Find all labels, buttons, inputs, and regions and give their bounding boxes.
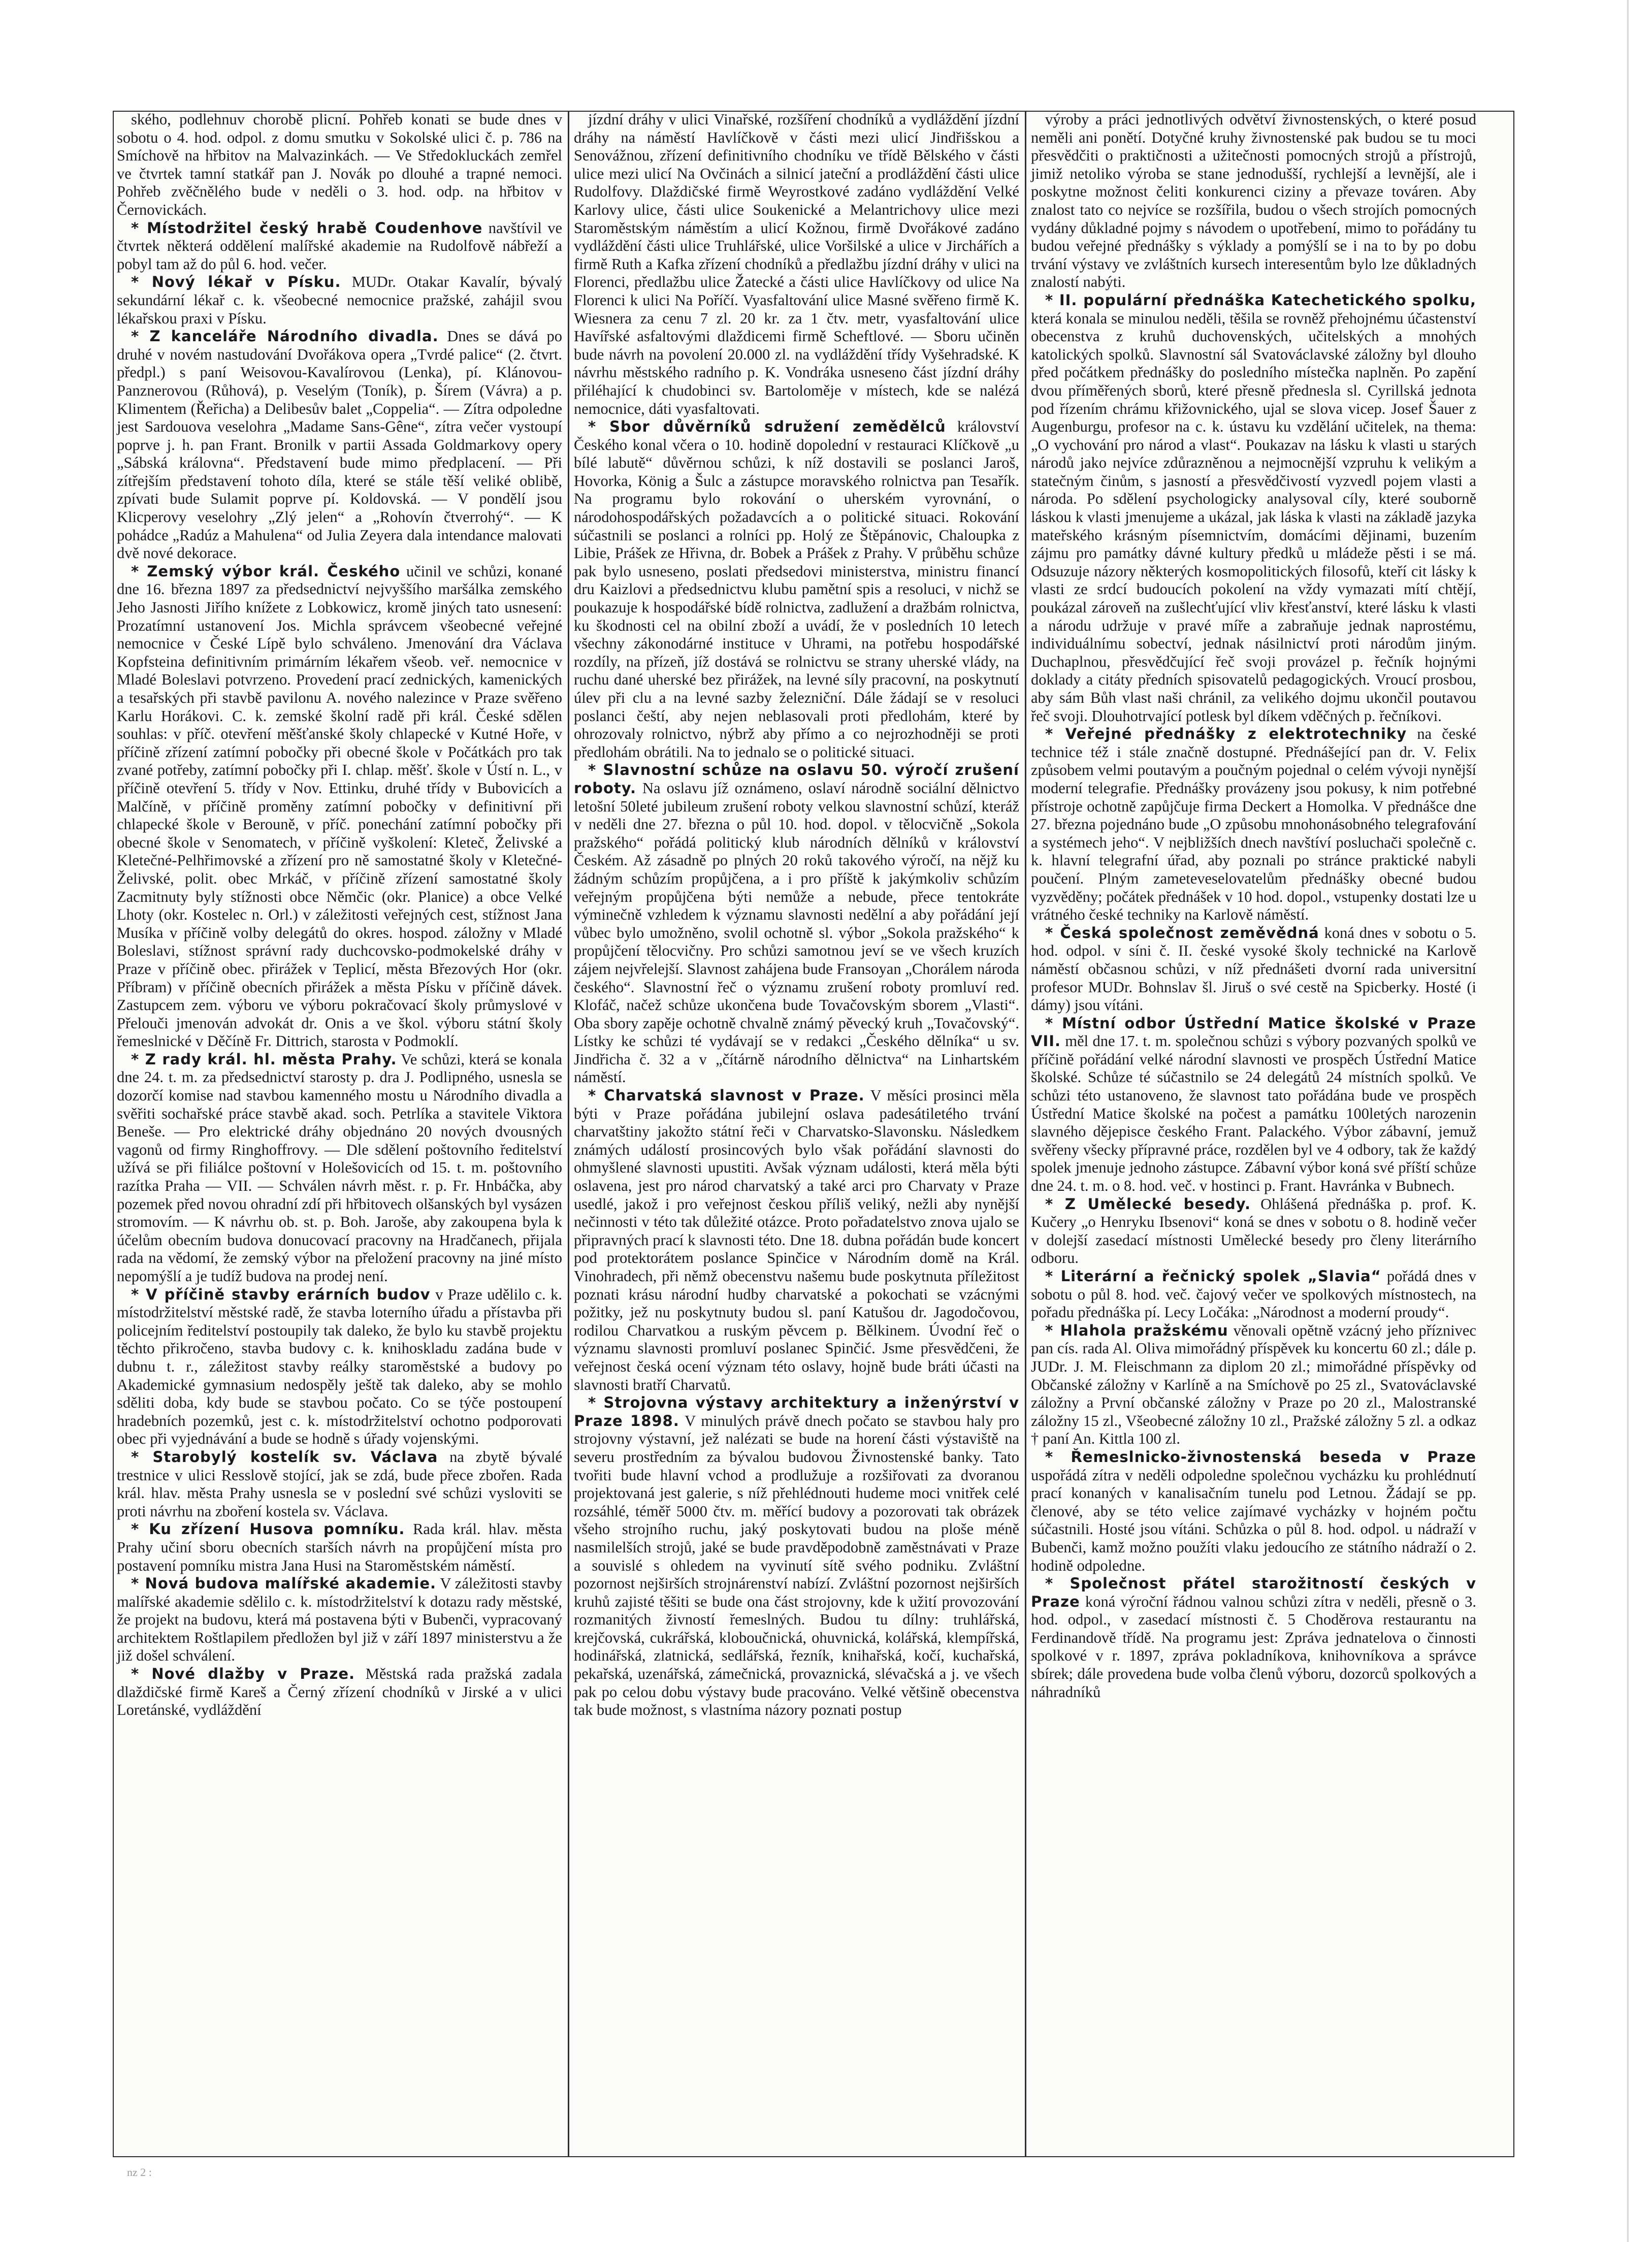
article [117,1520,562,1575]
article-heading: * Nový lékař v Písku. [131,273,341,291]
article [1031,1322,1476,1448]
article-text: V měsíci prosinci měla býti v Praze pořádána jubilejní oslava padesátiletého trvání charvatštiny jakožto státní řeči v Charvatsko-Slavonsku. Následkem známých událostí prosincových bylo však pořádání slavnosti do ohmyšlené slavnosti upustiti. Avšak význam události, která měla býti oslavena, jest pro národ charvatský a také arci pro Charvaty v Praze usedlé, jakož i pro veřejnost českou příliš veliký, nežli aby nynější nečinnosti v této tak důležité otázce. Proto pořadatelstvo znova ujalo se připravných prací k slavnosti této. Dne 18. dubna pořádán bude koncert pod protektorátem poslance Spinčice v Národním domě na Král. Vinohradech, při němž obecenstvu našemu bude poskytnuta příležitost poznati krásu národní hudby charvatské a pokochati se vzácnými požitky, jež nu poskytnuty budou sl. paní Katušou dr. Jagodočovou, rodilou Charvatkou a ruským pěvcem p. Bělkinem. Úvodní řeč o významu slavnosti promluví poslanec Spinčić. Jsme přesvědčeni, že veřejnost česká ocení význam této oslavy, hojně bude bráti účasti na slavnosti bratří Charvatů. [574,1087,1019,1393]
article-text: která konala se minulou neděli, těšila se rovněž přehojnému účastenství obecenstva z kruhů duchovenských, učitelských a mnohých katolických spolků. Slavnostní sál Svatováclavské záložny byl dlouho před počátkem přednášky do posledního místečka naplněn. Po zapění dvou příměřených sborů, které přesně přednesla sl. Cyrillská jednota pod řízením chrámu křižovnického, ujal se slova vicep. Josef Šauer z Augenburgu, profesor na c. k. ústavu ku vzdělání učitelek, na thema: „O vychování pro národ a vlast“. Poukazav na lásku k vlasti u starých národů jako nejvíce zdůrazněnou a nejmocnější vzpruhu k velikým a statečným činům, s jasností a přesvědčivostí vyzvedl pojem vlasti a národa. Po sdělení psychologicky analysoval cíly, které souborně láskou k vlasti jmenujeme a ukázal, jak láska k vlasti na základě jazyka mateřského krásným písemnictvím, domácími dějinami, buzením zájmu pro památky dávné kultury předků u mládeže pěsti i se má. Odsuzuje názory některých kosmopolitických filosofů, kteří cit lásky k vlasti ze srdcí budoucích pokolení na vždy vymazati mítí chtějí, poukázal zároveň na zušlechťující vliv křesťanství, které lásku k vlasti a národu udržuje v pravé míře a zabraňuje jednak naprostému, individuálnímu sobectví, jednak násilnictví proti národům jiným. Duchaplnou, přesvědčující řeč svoji provázel p. řečník hojnými doklady a citáty předních spisovatelů pedagogických. Vroucí prosbou, aby sám Bůh vlast naši chránil, za velikého dojmu ukončil poutavou řeč svoji. Dlouhotrvající potlesk byl díkem vděčných p. řečníkovi. [1031,309,1476,725]
article-heading: * Z kanceláře Národního divadla. [131,328,439,345]
article-heading: * Literární a řečnický spolek „Slavia“ [1045,1268,1381,1285]
article-heading: * Nové dlažby v Praze. [131,1665,355,1683]
article-text: pořádá dnes v sobotu o půl 8. hod. več. čajový večer ve spolkových místnostech, na pořadu přednáška pí. Lecy Ločáka: „Národnost a moderní proudy“. [1031,1268,1477,1321]
article-text: na zbytě bývalé trestnice v ulici Resslově stojící, jak se zdá, bude přece zbořen. Rada král. hlav. města Prahy usnesla se v poslední své schůzi vysloviti se proti návrhu na zboření kostela sv. Václava. [117,1448,563,1520]
article-heading: * Místní odbor Ústřední Matice školské v Praze VII. [1031,1014,1476,1050]
article [1031,1575,1476,1701]
article-heading: * Veřejné přednášky z elektrotechniky [1045,725,1407,743]
article [117,1575,562,1665]
article [117,328,562,563]
article [117,1286,562,1448]
article-text: ského, podlehnuv chorobě plicní. Pohřeb konati se bude dnes v sobotu o 4. hod. odpol. z domu smutku v Sokolské ulici č. p. 786 na Smíchově na hřbitov na Malvazinkách. — Ve Středokluckách zemřel ve čtvrtek tamní statkář pan J. Novák po dlouhé a trapné nemoci. Pohřeb zvěčnělého bude v neděli o 3. hod. odp. na hřbitov v Černovickách. [117,111,562,218]
article [1031,111,1476,291]
article-text: uspořádá zítra v neděli odpoledne společnou vycházku ku prohlédnutí prací konaných v kanalisačním tunelu pod Letnou. Žádají se pp. členové, aby se této velice zajímavé vycházky v hojném počtu súčastnili. Hosté jsou vítáni. Schůzka o půl 8. hod. odpol. u nádraží v Bubenči, kamž možno použíti vlaku jedoucího ze státního nádraží o 2. hodině odpoledne. [1031,1466,1476,1574]
article-text: V minulých právě dnech počato se stavbou haly pro strojovny výstavní, jež nalézati se bude na horení části výstaviště na severu prostředním za bývalou budovou Živnostenské banky. Tato tvořiti bude hlavní vchod a prodlužuje a rozšiřovati za dvoranou projektovaná jest galerie, s níž přehlédnouti hudeme moci vnitřek celé rozsáhlé, téměř 5000 čtv. m. měřící budovy a pozorovati tak obrázek všeho strojního ruchu, jaký poskytovati budou na ploše méně nasmilelších strojů, jaké se bude pravděpodobně zaměstnávati v Praze a souvislé s ohledem na vyvinutí sítě svého podniku. Zvláštní pozornost nejširších strojnárenství nabízí. Zvláštní pozornost nejširších kruhů zajisté těšiti se bude ona část strojovny, kde k užití provozování rozmanitých živností řemeslných. Budou tu dílny: truhlářská, krejčovská, cukrářská, kloboučnická, ohuvnická, kolářská, klempířská, hodinářská, zlatnická, sedlářská, řezník, knihařská, kočí, kuchařská, pekařská, uzenářská, zámečnická, provaznická, slévačská a j. ve všech pak po celou dobu výstavy bude pracováno. Velké většině obecenstva tak bude možnost, s vlastníma názory poznati postup [574,1412,1020,1719]
article [117,1448,562,1520]
article-text: Dnes se dává po druhé v novém nastudování Dvořákova opera „Tvrdé palice“ (2. čtvrt. předpl.) s paní Weisovou-Kavalírovou (Lenka), pí. Klánovou-Panznerovou (Růhová), p. Veselým (Toník), p. Šírem (Vávra) a p. Klimentem (Řeřicha) a Delibesův balet „Coppelia“. — Zítra odpoledne jest Sardouova veselohra „Madame Sans-Gêne“, zítra večer vystoupí poprve j. h. pan Frant. Bronilk v partii Assada Goldmarkovy opery „Sábská královna“. Představení bude mimo předplacení. — Při zítřejším představení tohoto díla, které se stále těší veliké oblibě, zpívati bude Sulamit poprve pí. Koldovská. — V pondělí jsou Klicperovy veselohry „Zlý jelen“ a „Rohovín čtverrohý“. — K pohádce „Radúz a Mahulena“ od Julia Zeyera dala intendance malovati dvě nové dekorace. [117,328,562,562]
article-heading: * Místodržitel český hrabě Coudenhove [131,219,483,237]
article [1031,725,1476,924]
article-text: Na oslavu jíž oznámeno, oslaví národně sociální dělnictvo letošní 50leté jubileum zrušení roboty velkou slavnostní schůzí, kteráž v neděli dne 27. března o půl 10. hod. dopol. v tělocvičně „Sokola pražského“ pořádá politický klub národních dělníků v království Českém. Až zásadně po plných 20 roků takového výročí, na nějž ku žádným schůzím propůjčena, a i pro příště k jakýmkoliv schůzím veřejným propůjčena býti nemůže a nebude, přece tentokráte výminečně vzhledem k významu slavnosti nedělní a aby pořádání její vůbec bylo umožněno, svolil ochotně sl. výbor „Sokola pražského“ k propůjčení tělocvičny. Pro schůzi samotnou jeví se ve všech kruzích zájem nejvřelejší. Slavnost zahájena bude Fransoyan „Chorálem národa českého“. Slavnostní řeč o významu zrušení roboty promluví red. Klofáč, načež schůze ukončena bude Tovačovským sborem „Vlasti“. Oba sbory zapěje ochotně chvalně známý pěvecký kruh „Tovačovský“. Lístky ke schůzi té vydávají se v redakci „Českého dělníka“ u sv. Jindřicha č. 32 a v „čítárně národního dělnictva“ na Linhartském náměstí. [574,779,1019,1086]
article [574,1087,1019,1394]
article-text: V záležitosti stavby malířské akademie sdělilo c. k. místodržitelství k dotazu rady městské, že projekt na budovu, která má postavena býti v Bubenči, vypracovaný architektem Roštlapilem předložen byl již v září 1897 ministerstvu a že již došel schválení. [117,1575,562,1665]
article-heading: * Hlahola pražskému [1045,1321,1228,1339]
article [1031,1015,1476,1195]
article [1031,1448,1476,1575]
article [117,219,562,274]
article [117,1051,562,1286]
article-text: království Českého konal včera o 10. hodině dopolední v restauraci Klíčkově „u bílé labutě“ důvěrnou schůzi, k níž dostavili se poslanci Jaroš, Hovorka, König a Šulc a zástupce moravského rolnictva pan Tesařík. Na programu bylo rokování o uherském vyrovnání, o národohospodářských požadavcích a o politické situaci. Rokování súčastnili se poslanci a rolníci pp. Holý ze Štěpánovic, Chaloupka z Libie, Prášek ze Hřivna, dr. Bobek a Prášek z Prahy. V průběhu schůze pak bylo usneseno, poslati předsedovi ministerstva, ministru financí dru Kaizlovi a předsednictvu klubu pamětní spis a resoluci, v nichž se poukazuje k hospodářské bídě rolnictva, zadlužení a dražbám rolnictva, ku škodnosti cel na obilní zboží a uvádí, že v posledních 10 letech všechny zákonodárné instituce v Uhrami, na potřebu hospodářské rozdíly, na přízeň, jíž dostává se rolnictvu se strany uherské vlády, na ruchu dané uherské bez přirážek, na levné síly pracovní, na poskytnutí úlev při clu a na levné sazby železniční. Dále žádají se v resoluci poslanci čeští, aby nejen neblasovali proti předlohám, které by ohrozovaly rolnictvo, nýbrž aby přímo a co nejrozhodněji se proti předlohám obrátili. Na to jednalo se o politické situaci. [574,418,1019,761]
article [574,111,1019,418]
article-text: v Praze udělilo c. k. místodržitelství městské radě, že stavba loterního úřadu a přístavba při policejním ředitelství postoupily tak daleko, že bylo ku stavbě projektu těchto přikročeno, stavba budovy c. k. knihoskladu zadána bude v dubnu t. r., záležitost stavby reálky staroměstské a budovy po Akademické gymnasium nedospěly ještě tak daleko, aby se mohlo sděliti doba, kdy bude se stavbou počato. Co se týče postoupení hradebních pozemků, jest c. k. místodržitelství ochotno podporovati obec při vyjednávání a bude se hodně s úřady vojenskými. [117,1285,562,1448]
article-text: Městská rada pražská zadala dlaždičské firmě Kareš a Černý zřízení chodníků v Jirské a v ulici Loretánské, vydláždění [117,1665,562,1719]
article-heading: * Starobylý kostelík sv. Václava [131,1448,438,1466]
column-1 [113,111,566,2157]
article-text: výroby a práci jednotlivých odvětví živnostenských, o které posud neměli ani ponětí. Dotyčné kruhy živnostenské pak budou se tu moci přesvědčiti o praktičnosti a užitečnosti pomocných strojů a přístrojů, jimiž netoliko výroba se stane jednodušší, rychlejší a levnější, ale i poskytne možnost čeliti konkurenci ciziny a převaze továren. Aby znalost tato co nejvíce se rozšířila, budou o všech strojích pomocných vydány důkladné pojmy s návodem o upotřebení, mimo to pořádány tu budou veřejné přednášky s výklady a pomýšlí se i na to by po dobu trvání výstavy ve zvláštních kursech interesentům bylo lze důkladných znalostí nabýti. [1031,111,1476,291]
article-heading: * Strojovna výstavy architektury a inženýrství v Praze 1898. [574,1394,1019,1429]
article-text: Ohlášená přednáška p. prof. K. Kučery „o Henryku Ibsenovi“ koná se dnes v sobotu o 8. hodině večer v dolejší zasedací místnosti Umělecké besedy pro členy literárního odboru. [1031,1195,1477,1267]
article-heading: * Slavnostní schůze na oslavu 50. výročí zrušení roboty. [574,761,1019,797]
article-text: věnovali opětně vzácný jeho příznivec pan cís. rada Al. Oliva mimořádný příspěvek ku koncertu 60 zl.; dále p. JUDr. J. M. Fleischmann za diplom 20 zl.; mimořádné příspěvky od Občanské záložny v Karlíně a na Smíchově po 25 zl., Svatováclavské záložny a První občanské záložny v Praze po 20 zl., Malostranské záložny 15 zl., Všeobecné záložny 10 zl., Pražské záložny 5 zl. a odkaz † paní An. Kittla 100 zl. [1031,1321,1476,1448]
column-rule [1025,111,1026,2157]
column-2 [570,111,1023,2157]
page-footnote: nz 2 : [127,2166,152,2179]
article-text: jízdní dráhy v ulici Vinařské, rozšíření chodníků a vydláždění jízdní dráhy na náměstí Havlíčkově v části mezi ulicí Jindřišskou a Senovážnou, zřízení definitivního chodníku ve třídě Bělského v části ulice mezi ulicí Na Ovčinách a silnicí jateční a prodláždění části ulice Rudolfovy. Dlaždičské firmě Weyrostkové zadáno vydláždění Velké Karlovy ulice, části ulice Soukenické a Melantrichovy ulice mezi Staroměstským náměstím a ulicí Kožnou, firmě Dvořákové zadáno vydláždění části ulice Truhlářské, ulice Voršilské a ulice v Jirchářích a firmě Ruth a Kafka zřízení chodníků a předlažbu jízdní dráhy v ulici na Florenci, předlažbu ulice Žatecké a části ulice Havlíčkovy od ulice Na Florenci k ulici Na Poříčí. Vyasfaltování ulice Masné svěřeno firmě K. Wiesnera za cenu 7 zl. 20 kr. za 1 čtv. metr, vyasfaltování ulice Havířské asfaltovými dlaždicemi firmě Scheftlové. — Sboru učiněn bude návrh na povolení 20.000 zl. na vydláždění třídy Vyšehradské. K návrhu městského radního p. K. Vondráka usneseno část jízdní dráhy přiléhající k chudobinci sv. Bartoloměje v místech, kde se nalézá nemocnice, dáti vyasfaltovati. [574,111,1019,417]
article [1031,1268,1476,1322]
newspaper-page [113,111,1514,2157]
article [574,761,1019,1087]
article-heading: * Zemský výbor král. Českého [131,562,401,580]
column-rule [568,111,569,2157]
article-heading: * Řemeslnicko-živnostenská beseda v Praze [1045,1448,1476,1466]
article-heading: * Společnost přátel starožitností českých v Praze [1031,1575,1476,1610]
article-text: učinil ve schůzi, konané dne 16. března 1897 za předsednictví nejvyššího maršálka zemského Jeho Jasnosti Jiřího knížete z Lobkowicz, kromě jiných tato usnesení: Prozatímní ustanovení Jos. Michla správcem všeobecné veřejné nemocnice v České Lípě bylo schváleno. Jmenování dra Václava Kopfsteina definitivním primárním lékařem všeob. veř. nemocnice v Mladé Boleslavi potvrzeno. Provedení prací zednických, kamenických a tesařských při stavbě pavilonu A. nového nalezince v Praze svěřeno Karlu Horákovi. C. k. zemské školní radě při král. České sdělen souhlas: v příč. otevření měšťanské školy chlapecké v Kutné Hoře, v příčině zřízení zatímní pobočky při obecné škole v Počátkách pro tak zvané potřeby, zatímní pobočky při I. chlap. měšť. škole v Ústí n. L., v příčině otevření 5. třídy v Nov. Ettinku, druhé třídy v Bubovicích a Malčíně, v příčině proměny zatímní pobočky v definitivní při chlapecké škole v Berouně, v příč. ponechání zatímní pobočky při obecné škole v Senomatech, v příčině vyškolení: Kleteč, Želivské a Kletečné-Pelhřimovské a zřízení pro ně samostatné školy v Kletečné-Želivské, polit. obec Mrkáč, v příčině zřízení samostatné školy Zacmitnuty byly stížnosti obce Němčic (okr. Planice) a obce Velké Lhoty (okr. Kostelec n. Orl.) v záležitosti veřejných cest, stížnost Jana Musíka v příčině volby delegátů do okres. hospod. záložny v Mladé Boleslavi, stížnost správní rady duchcovsko-podmokelské dráhy v Praze v příčině obec. přirážek v Teplicí, města Březových Hor (okr. Příbram) v příčině obecních přirážek a města Písku v příčině dávek. Zastupcem zem. výboru ve výboru pokračovací školy průmyslové v Přelouči jmenován advokát dr. Onis a ve škol. výboru státní školy řemeslnické v Děčíně Fr. Dittrich, starosta v Podmoklí. [117,562,562,1050]
article-text: koná dnes v sobotu o 5. hod. odpol. v síni č. II. české vysoké školy technické na Karlově náměstí občasnou schůzi, v níž přednášeti dvorní rada universitní profesor MUDr. Bohnslav šl. Jiruš o své cestě na Spicberky. Hosté (i dámy) jsou vítáni. [1031,924,1476,1014]
article-text: měl dne 17. t. m. společnou schůzi s výbory pozvaných spolků ve příčině pořádání velké národní slavnosti ve prospěch Ústřední Matice školské. Schůze té súčastnilo se 24 delegátů 24 místních spolků. Ve schůzi této ustanoveno, že slavnost tato pořádána bude ve prospěch Ústřední Matice školské na počest a památku 100letých narozenin slavného dějepisce českého Frant. Palackého. Výbor zábavní, jemuž svěřeny všecky přípravné práce, rozdělen byl ve 4 odbory, tak že každý spolek jmenuje jednoho zástupce. Zábavní výbor koná své příští schůze dne 24. t. m. o 8. hod. več. v hostinci p. Frant. Havránka v Bubnech. [1031,1032,1476,1195]
article-text: Rada král. hlav. města Prahy učiní sboru obecních starších návrh na propůjčení místa pro postavení pomníku mistra Jana Husi na Staroměstském náměstí. [117,1520,563,1574]
article-text: koná výroční řádnou valnou schůzi zítra v neděli, přesně o 3. hod. odpol., v zasedací místnosti č. 5 Choděrova restaurantu na Ferdinandově třídě. Na programu jest: Zpráva jednatelova o činnosti spolkové v r. 1897, zpráva pokladníkova, knihovníkova a správce sbírek; dále provedena bude volba členů výboru, dozorců spolkových a náhradníků [1031,1593,1476,1701]
article-heading: * V příčině stavby erárních budov [131,1285,431,1303]
article-heading: * Sbor důvěrníků sdružení zemědělců [588,418,946,436]
article [1031,291,1476,725]
article-text: na české technice též i stále značně dostupné. Přednášející pan dr. V. Felix způsobem velmi poutavým a poučným pojednal o celém vývoji nynější moderní telegrafie. Přednášky provázeny jsou pokusy, k nim potřebné přístroje ochotně zapůjčuje firma Deckert a Homolka. V přednášce dne 27. března pojednáno bude „O způsobu mnohonásobného telegrafování a systémech jeho“. V nejbližších dnech navštíví posluchači společně c. k. hlavní telegrafní úřad, aby poznali po stránce praktické nabyli poučení. Plným zameteveselovatelům přednášky obecné budou vyzvěděny; počátek přednášek v 10 hod. dopol., vstupenky dostati lze u vrátného české techniky na Karlově náměstí. [1031,725,1476,924]
article-heading: * Ku zřízení Husova pomníku. [131,1520,405,1538]
article [1031,924,1476,1015]
article-text: navštívil ve čtvrtek některá oddělení malířské akademie na Rudolfově nábřeží a pobyl tam až do půl 6. hod. večer. [117,219,563,273]
article-heading: * Charvatská slavnost v Praze. [588,1087,865,1104]
article-heading: * Z Umělecké besedy. [1045,1195,1251,1213]
column-3 [1027,111,1480,2157]
article [1031,1195,1476,1268]
article [117,1665,562,1719]
article-heading: * Česká společnost zeměvědná [1045,924,1319,941]
article [574,418,1019,761]
scan-edge [1627,0,1629,2242]
article [574,1394,1019,1719]
article-text: MUDr. Otakar Kavalír, bývalý sekundární lékař c. k. všeobecné nemocnice pražské, zahájil svou lékařskou praxi v Písku. [117,273,562,327]
article-heading: * II. populární přednáška Katechetického spolku, [1045,291,1476,309]
article-heading: * Nová budova malířské akademie. [131,1575,437,1593]
article [117,273,562,328]
article-heading: * Z rady král. hl. města Prahy. [131,1050,397,1068]
article-text: Ve schůzi, která se konala dne 24. t. m. za předsednictví starosty p. dra J. Podlipného, usnesla se dozorčí komise nad stavbou kamenného mostu u Národního divadla a svěřiti sochařské práce stavbě akad. soch. Petrlíka a stavitele Viktora Beneše. — Pro elektrické dráhy objednáno 20 nových dvousných vagonů od firmy Ringhoffrovy. — Dle sdělení poštovního ředitelství užívá se při filiálce poštovní v Holešovicích od 15. t. m. poštovního razítka Praha — VII. — Schválen návrh měst. r. p. Fr. Hnbáčka, aby pozemek před novou ohradní zdí při hřbitovech olšanských byl vysázen stromovím. — K návrhu ob. st. p. Boh. Jaroše, aby zakoupena byla k účelům obecním budova donucovací pracovny na Hradčanech, přijala rada na vědomí, že zemský výbor na přeložení pracovny na jiné místo nepomýšlí a je tudíž budova na prodej není. [117,1050,563,1285]
article [117,111,562,219]
article [117,563,562,1051]
